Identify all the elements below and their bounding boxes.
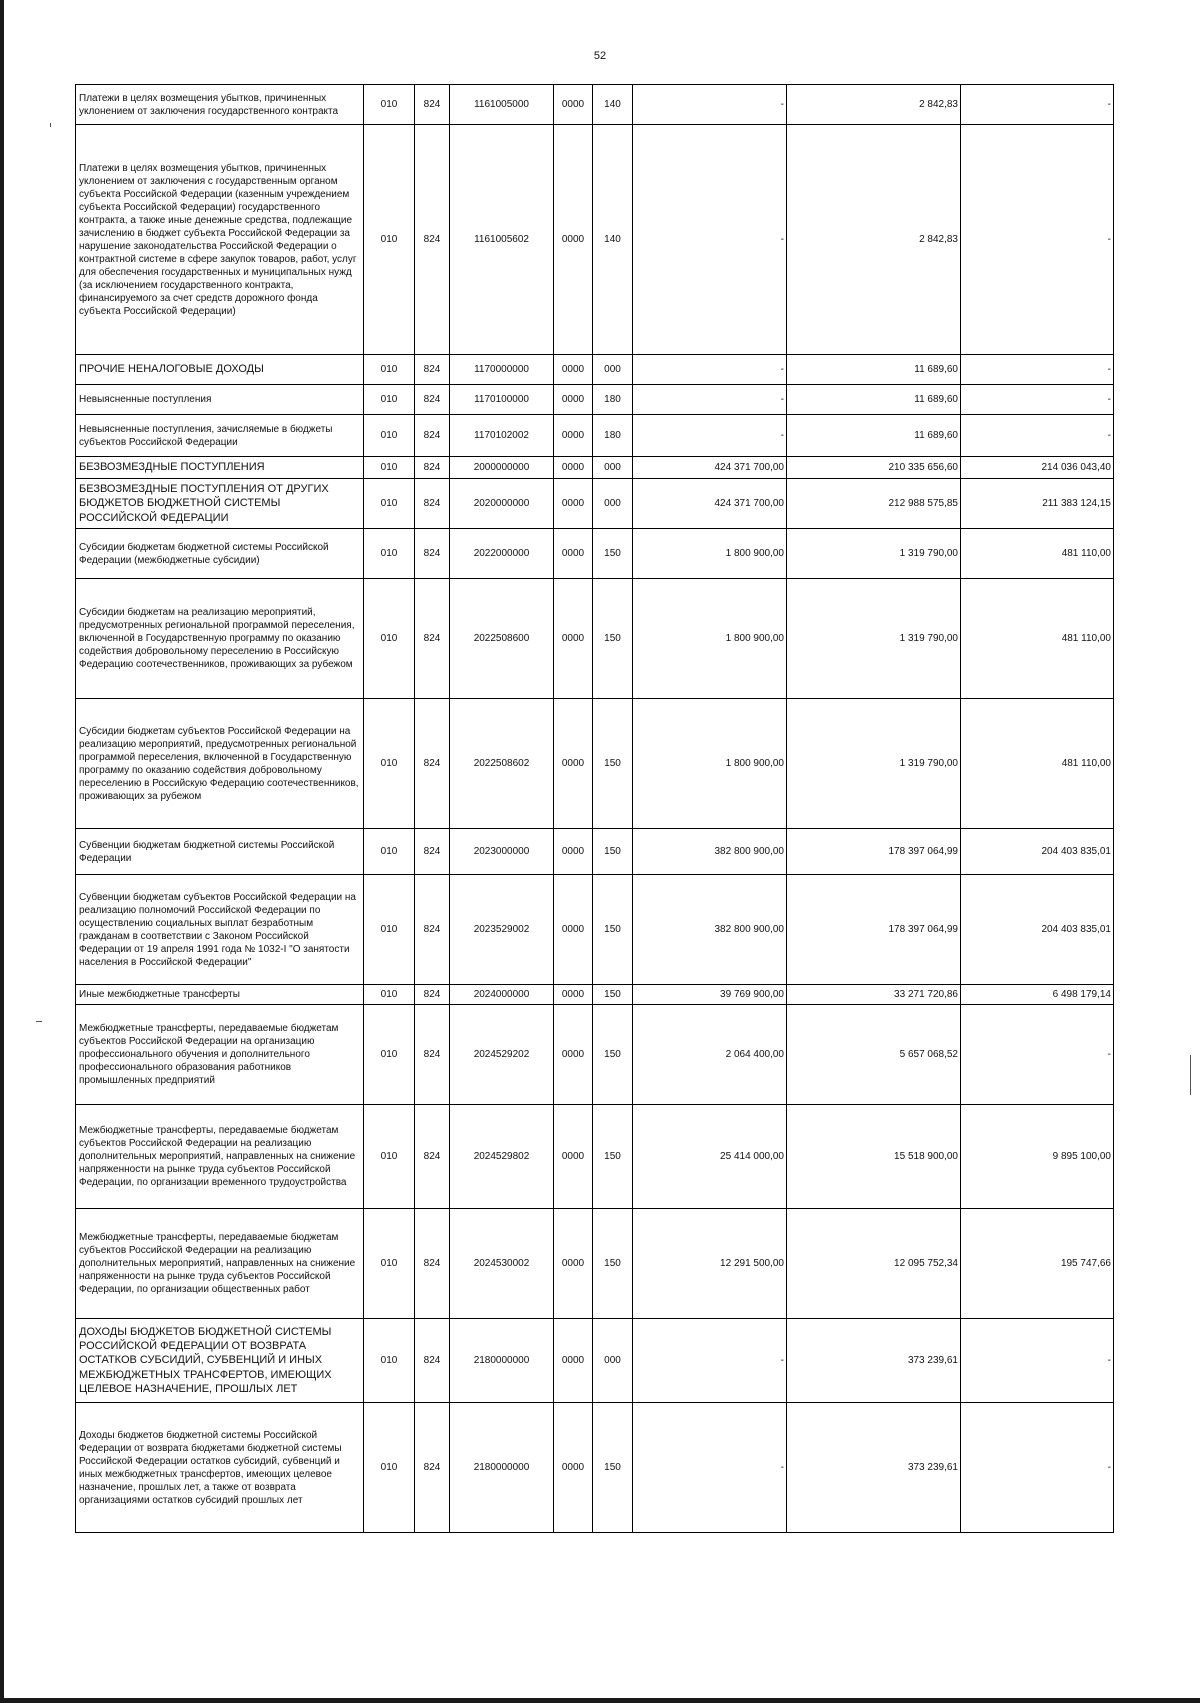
code-kbk: 2024000000 [450, 985, 554, 1005]
code-kosgu: 000 [593, 1319, 633, 1403]
code-program: 0000 [554, 875, 593, 985]
value-approved: 12 291 500,00 [633, 1209, 787, 1319]
value-executed: 12 095 752,34 [787, 1209, 961, 1319]
table-row [76, 985, 1114, 1005]
value-approved: 25 414 000,00 [633, 1105, 787, 1209]
value-approved: - [633, 355, 787, 385]
code-chapter: 824 [415, 699, 450, 829]
code-program: 0000 [554, 529, 593, 579]
code-admin: 010 [364, 1319, 415, 1403]
value-executed: 2 842,83 [787, 85, 961, 125]
code-chapter: 824 [415, 529, 450, 579]
code-kosgu: 150 [593, 1403, 633, 1533]
value-approved: - [633, 385, 787, 415]
row-name: Невыясненные поступления [76, 385, 364, 415]
value-executed: 33 271 720,86 [787, 985, 961, 1005]
value-executed: 210 335 656,60 [787, 457, 961, 479]
value-executed: 373 239,61 [787, 1403, 961, 1533]
code-chapter: 824 [415, 457, 450, 479]
code-kbk: 2180000000 [450, 1319, 554, 1403]
code-chapter: 824 [415, 479, 450, 529]
value-unexecuted: - [961, 85, 1114, 125]
code-kbk: 2024530002 [450, 1209, 554, 1319]
value-approved: - [633, 1403, 787, 1533]
table-row [76, 355, 1114, 385]
scan-mark [50, 123, 51, 127]
value-unexecuted: - [961, 1005, 1114, 1105]
value-executed: 11 689,60 [787, 415, 961, 457]
code-admin: 010 [364, 457, 415, 479]
code-admin: 010 [364, 125, 415, 355]
value-unexecuted: 214 036 043,40 [961, 457, 1114, 479]
code-chapter: 824 [415, 1403, 450, 1533]
row-name: Платежи в целях возмещения убытков, причиненных уклонением от заключения с государственным органом субъекта Российской Федерации (казенным учреждением субъекта Российской Федерации) государственного контракта, а также иные денежные средства, подлежащие зачислению в бюджет субъекта Российской Федерации за нарушение законодательства Российской Федерации о контрактной системе в сфере закупок товаров, работ, услуг для обеспечения государственных и муниципальных нужд (за исключением государственного контракта, финансируемого за счет средств дорожного фонда субъекта Российской Федерации) [76, 125, 364, 355]
value-executed: 212 988 575,85 [787, 479, 961, 529]
code-chapter: 824 [415, 829, 450, 875]
value-executed: 11 689,60 [787, 385, 961, 415]
code-kbk: 1170102002 [450, 415, 554, 457]
table-row [76, 579, 1114, 699]
row-name: ПРОЧИЕ НЕНАЛОГОВЫЕ ДОХОДЫ [76, 355, 364, 385]
value-approved: 382 800 900,00 [633, 829, 787, 875]
value-unexecuted: 6 498 179,14 [961, 985, 1114, 1005]
table-row [76, 1005, 1114, 1105]
value-unexecuted: - [961, 125, 1114, 355]
code-program: 0000 [554, 479, 593, 529]
code-kbk: 1161005602 [450, 125, 554, 355]
value-approved: - [633, 125, 787, 355]
code-admin: 010 [364, 1005, 415, 1105]
row-name: Субсидии бюджетам субъектов Российской Федерации на реализацию мероприятий, предусмотренных региональной программой переселения, включенной в Государственную программу по оказанию содействия добровольному переселению в Российскую Федерацию соотечественников, проживающих за рубежом [76, 699, 364, 829]
row-name: ДОХОДЫ БЮДЖЕТОВ БЮДЖЕТНОЙ СИСТЕМЫ РОССИЙСКОЙ ФЕДЕРАЦИИ ОТ ВОЗВРАТА ОСТАТКОВ СУБСИДИЙ, СУБВЕНЦИЙ И ИНЫХ МЕЖБЮДЖЕТНЫХ ТРАНСФЕРТОВ, ИМЕЮЩИХ ЦЕЛЕВОЕ НАЗНАЧЕНИЕ, ПРОШЛЫХ ЛЕТ [76, 1319, 364, 1403]
value-approved: 424 371 700,00 [633, 457, 787, 479]
code-chapter: 824 [415, 985, 450, 1005]
value-unexecuted: - [961, 355, 1114, 385]
code-kbk: 1170100000 [450, 385, 554, 415]
table-row [76, 85, 1114, 125]
code-chapter: 824 [415, 355, 450, 385]
code-kosgu: 140 [593, 85, 633, 125]
row-name: Межбюджетные трансферты, передаваемые бюджетам субъектов Российской Федерации на организацию профессионального обучения и дополнительного профессионального образования работников промышленных предприятий [76, 1005, 364, 1105]
value-unexecuted: 481 110,00 [961, 699, 1114, 829]
code-admin: 010 [364, 529, 415, 579]
code-kosgu: 150 [593, 579, 633, 699]
code-kbk: 2023529002 [450, 875, 554, 985]
code-kosgu: 150 [593, 699, 633, 829]
code-chapter: 824 [415, 85, 450, 125]
value-approved: 382 800 900,00 [633, 875, 787, 985]
value-executed: 178 397 064,99 [787, 875, 961, 985]
code-kosgu: 150 [593, 1005, 633, 1105]
code-kosgu: 000 [593, 355, 633, 385]
row-name: БЕЗВОЗМЕЗДНЫЕ ПОСТУПЛЕНИЯ [76, 457, 364, 479]
value-unexecuted: 204 403 835,01 [961, 875, 1114, 985]
code-kosgu: 150 [593, 985, 633, 1005]
code-program: 0000 [554, 1209, 593, 1319]
table-row [76, 479, 1114, 529]
code-kbk: 2024529802 [450, 1105, 554, 1209]
code-kosgu: 150 [593, 1209, 633, 1319]
code-program: 0000 [554, 457, 593, 479]
row-name: Субвенции бюджетам бюджетной системы Российской Федерации [76, 829, 364, 875]
code-kbk: 2020000000 [450, 479, 554, 529]
code-program: 0000 [554, 699, 593, 829]
table-row [76, 1319, 1114, 1403]
value-executed: 2 842,83 [787, 125, 961, 355]
row-name: Межбюджетные трансферты, передаваемые бюджетам субъектов Российской Федерации на реализацию дополнительных мероприятий, направленных на снижение напряженности на рынке труда субъектов Российской Федерации, по организации общественных работ [76, 1209, 364, 1319]
table-row [76, 125, 1114, 355]
value-executed: 373 239,61 [787, 1319, 961, 1403]
value-approved: 1 800 900,00 [633, 579, 787, 699]
code-program: 0000 [554, 125, 593, 355]
code-kosgu: 150 [593, 1105, 633, 1209]
code-kosgu: 150 [593, 829, 633, 875]
code-program: 0000 [554, 829, 593, 875]
code-program: 0000 [554, 385, 593, 415]
code-kbk: 2024529202 [450, 1005, 554, 1105]
code-admin: 010 [364, 699, 415, 829]
table-row [76, 829, 1114, 875]
table-row [76, 699, 1114, 829]
table-row [76, 1403, 1114, 1533]
code-admin: 010 [364, 85, 415, 125]
code-program: 0000 [554, 1105, 593, 1209]
row-name: Субсидии бюджетам на реализацию мероприятий, предусмотренных региональной программой переселения, включенной в Государственную программу по оказанию содействия добровольному переселению в Российскую Федерацию соотечественников, проживающих за рубежом [76, 579, 364, 699]
value-unexecuted: 211 383 124,15 [961, 479, 1114, 529]
code-kbk: 2022508600 [450, 579, 554, 699]
value-executed: 5 657 068,52 [787, 1005, 961, 1105]
value-executed: 1 319 790,00 [787, 579, 961, 699]
code-program: 0000 [554, 1005, 593, 1105]
value-unexecuted: 9 895 100,00 [961, 1105, 1114, 1209]
code-admin: 010 [364, 355, 415, 385]
value-unexecuted: 481 110,00 [961, 579, 1114, 699]
code-admin: 010 [364, 875, 415, 985]
code-program: 0000 [554, 355, 593, 385]
code-chapter: 824 [415, 875, 450, 985]
code-kosgu: 180 [593, 385, 633, 415]
code-chapter: 824 [415, 1319, 450, 1403]
code-admin: 010 [364, 1403, 415, 1533]
code-admin: 010 [364, 479, 415, 529]
code-chapter: 824 [415, 385, 450, 415]
code-kosgu: 140 [593, 125, 633, 355]
row-name: Платежи в целях возмещения убытков, причиненных уклонением от заключения государственного контракта [76, 85, 364, 125]
row-name: БЕЗВОЗМЕЗДНЫЕ ПОСТУПЛЕНИЯ ОТ ДРУГИХ БЮДЖЕТОВ БЮДЖЕТНОЙ СИСТЕМЫ РОССИЙСКОЙ ФЕДЕРАЦИИ [76, 479, 364, 529]
value-executed: 1 319 790,00 [787, 529, 961, 579]
value-unexecuted: - [961, 415, 1114, 457]
code-kosgu: 150 [593, 529, 633, 579]
row-name: Невыясненные поступления, зачисляемые в бюджеты субъектов Российской Федерации [76, 415, 364, 457]
table-row [76, 385, 1114, 415]
row-name: Субвенции бюджетам субъектов Российской Федерации на реализацию полномочий Российской Федерации по осуществлению социальных выплат безработным гражданам в соответствии с Законом Российской Федерации от 19 апреля 1991 года № 1032-I "О занятости населения в Российской Федерации" [76, 875, 364, 985]
value-unexecuted: 481 110,00 [961, 529, 1114, 579]
code-chapter: 824 [415, 1209, 450, 1319]
code-chapter: 824 [415, 579, 450, 699]
code-program: 0000 [554, 85, 593, 125]
code-kosgu: 000 [593, 457, 633, 479]
value-unexecuted: - [961, 385, 1114, 415]
table-row [76, 415, 1114, 457]
code-admin: 010 [364, 385, 415, 415]
code-admin: 010 [364, 1105, 415, 1209]
code-kosgu: 000 [593, 479, 633, 529]
code-chapter: 824 [415, 1105, 450, 1209]
code-program: 0000 [554, 985, 593, 1005]
code-chapter: 824 [415, 415, 450, 457]
code-chapter: 824 [415, 125, 450, 355]
code-kbk: 2023000000 [450, 829, 554, 875]
value-approved: - [633, 1319, 787, 1403]
code-admin: 010 [364, 1209, 415, 1319]
page-number: 52 [593, 50, 607, 62]
scan-edge-left [0, 0, 4, 1703]
code-kbk: 2000000000 [450, 457, 554, 479]
code-chapter: 824 [415, 1005, 450, 1105]
value-executed: 178 397 064,99 [787, 829, 961, 875]
code-kbk: 2180000000 [450, 1403, 554, 1533]
code-program: 0000 [554, 1403, 593, 1533]
table-row [76, 457, 1114, 479]
value-approved: - [633, 415, 787, 457]
value-approved: 1 800 900,00 [633, 529, 787, 579]
code-admin: 010 [364, 985, 415, 1005]
value-approved: 39 769 900,00 [633, 985, 787, 1005]
row-name: Межбюджетные трансферты, передаваемые бюджетам субъектов Российской Федерации на реализацию дополнительных мероприятий, направленных на снижение напряженности на рынке труда субъектов Российской Федерации, по организации временного трудоустройства [76, 1105, 364, 1209]
code-admin: 010 [364, 415, 415, 457]
scan-edge-bottom [0, 1698, 1200, 1703]
row-name: Субсидии бюджетам бюджетной системы Российской Федерации (межбюджетные субсидии) [76, 529, 364, 579]
code-kosgu: 180 [593, 415, 633, 457]
code-kbk: 2022508602 [450, 699, 554, 829]
row-name: Иные межбюджетные трансферты [76, 985, 364, 1005]
scan-mark [36, 1021, 42, 1022]
code-kbk: 1170000000 [450, 355, 554, 385]
value-approved: 2 064 400,00 [633, 1005, 787, 1105]
code-admin: 010 [364, 829, 415, 875]
scan-mark [1190, 1055, 1191, 1095]
table-row [76, 875, 1114, 985]
code-program: 0000 [554, 415, 593, 457]
value-unexecuted: - [961, 1319, 1114, 1403]
value-executed: 15 518 900,00 [787, 1105, 961, 1209]
value-executed: 1 319 790,00 [787, 699, 961, 829]
table-row [76, 1105, 1114, 1209]
code-kosgu: 150 [593, 875, 633, 985]
code-admin: 010 [364, 579, 415, 699]
value-unexecuted: 204 403 835,01 [961, 829, 1114, 875]
code-kbk: 2022000000 [450, 529, 554, 579]
value-approved: 1 800 900,00 [633, 699, 787, 829]
value-executed: 11 689,60 [787, 355, 961, 385]
value-approved: - [633, 85, 787, 125]
code-kbk: 1161005000 [450, 85, 554, 125]
code-program: 0000 [554, 1319, 593, 1403]
value-unexecuted: - [961, 1403, 1114, 1533]
value-approved: 424 371 700,00 [633, 479, 787, 529]
revenue-table [75, 84, 1114, 1533]
code-program: 0000 [554, 579, 593, 699]
value-unexecuted: 195 747,66 [961, 1209, 1114, 1319]
table-row [76, 529, 1114, 579]
table-row [76, 1209, 1114, 1319]
row-name: Доходы бюджетов бюджетной системы Российской Федерации от возврата бюджетами бюджетной системы Российской Федерации остатков субсидий, субвенций и иных межбюджетных трансфертов, имеющих целевое назначение, прошлых лет, а также от возврата организациями остатков субсидий прошлых лет [76, 1403, 364, 1533]
